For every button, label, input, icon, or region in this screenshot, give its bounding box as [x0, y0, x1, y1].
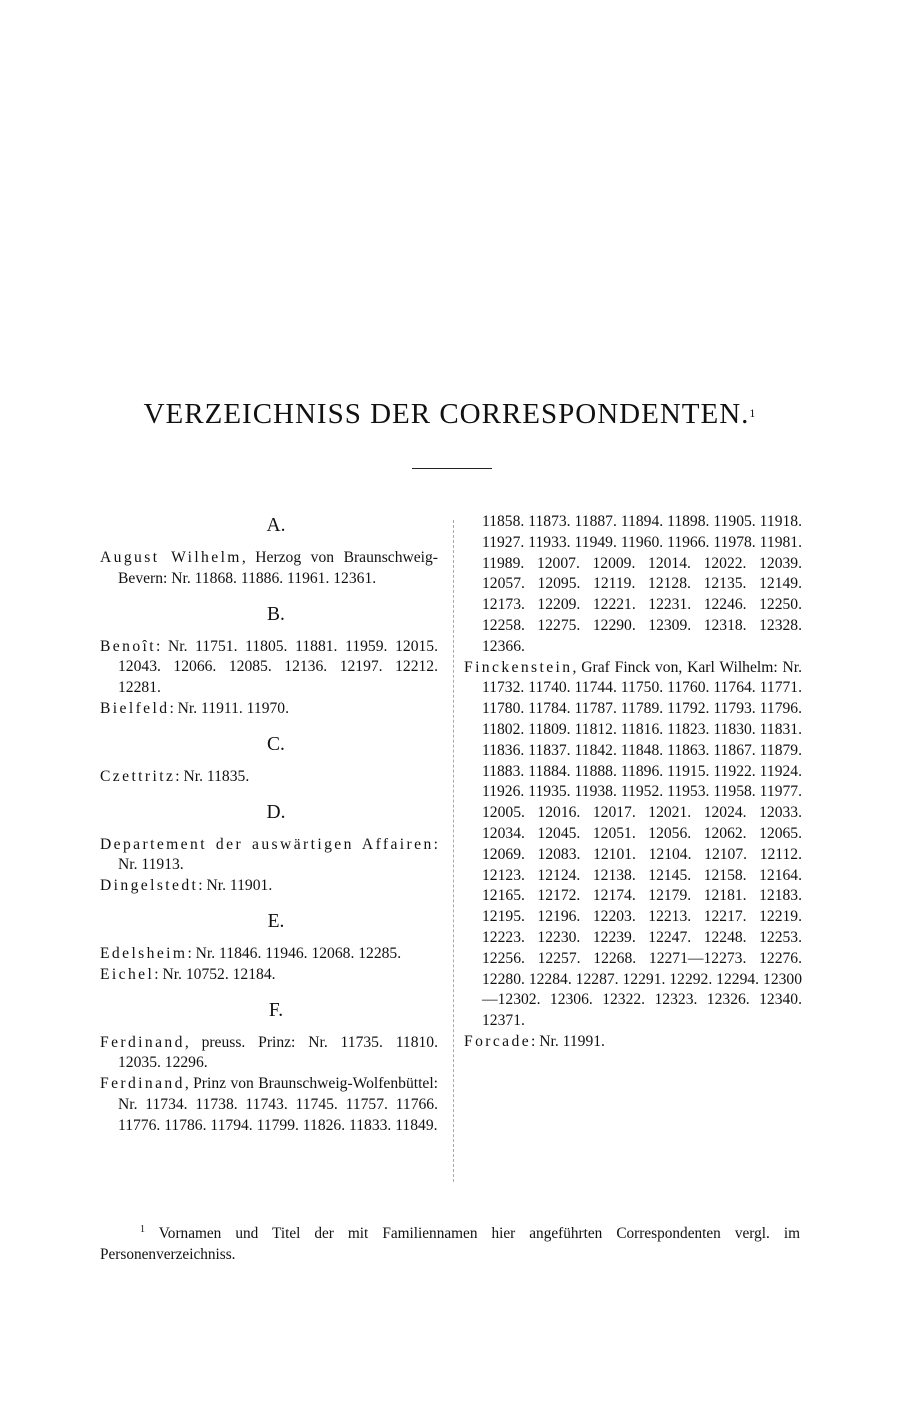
entry-references: : Nr. 11846. 11946. 12068. 12285. — [187, 944, 402, 962]
index-entry — [464, 658, 802, 1032]
entry-references: : Nr. 11913. — [118, 835, 438, 874]
right-column — [464, 512, 802, 1053]
entry-references: : Nr. 11835. — [175, 767, 250, 785]
index-entry — [100, 1033, 438, 1075]
index-entry — [100, 637, 438, 699]
index-entry — [100, 944, 438, 965]
index-entry — [100, 1074, 438, 1136]
entry-continuation: 11858. 11873. 11887. 11894. 11898. 11905. 11918. 11927. 11933. 11949. 11960. 11966. 11978. 11981. 11989. 12007. 12009. 12014. 12022. 12039. 12057. 12095. 12119. 12128. 12135. 12149. 12173. 12209. 12221. 12231. 12246. 12250. 12258. 12275. 12290. 12309. 12318. 12328. 12366. — [482, 513, 802, 655]
entry-references: , Graf Finck von, Karl Wilhelm: Nr. 11732. 11740. 11744. 11750. 11760. 11764. 11771. 11780. 11784. 11787. 11789. 11792. 11793. 11796. 11802. 11809. 11812. 11816. 11823. 11830. 11831. 11836. 11837. 11842. 11848. 11863. 11867. 11879. 11883. 11884. 11888. 11896. 11915. 11922. 11924. 11926. 11935. 11938. 11952. 11953. 11958. 11977. 12005. 12016. 12017. 12021. 12024. 12033. 12034. 12045. 12051. 12056. 12062. 12065. 12069. 12083. 12101. 12104. 12107. 12112. 12123. 12124. 12138. 12145. 12158. 12164. 12165. 12172. 12174. 12179. 12181. 12183. 12195. 12196. 12203. 12213. 12217. 12219. 12223. 12230. 12239. 12247. 12248. 12253. 12256. 12257. 12268. 12271—12273. 12276. 12280. 12284. 12287. 12291. 12292. 12294. 12300—12302. 12306. 12322. 12323. 12326. 12340. 12371. — [482, 658, 802, 1030]
index-entry — [100, 835, 438, 877]
title-rule — [412, 468, 492, 469]
section-letter-b: B. — [267, 603, 285, 625]
correspondent-name: Eichel — [100, 965, 155, 983]
entry-references: : Nr. 11751. 11805. 11881. 11959. 12015. 12043. 12066. 12085. 12136. 12197. 12212. 12281. — [118, 637, 438, 697]
correspondent-name: Ferdinand — [100, 1033, 185, 1051]
section-letter-d: D. — [266, 801, 286, 823]
column-divider — [453, 520, 454, 1182]
entry-references: , Prinz von Braunschweig-Wolfenbüttel: Nr. 11734. 11738. 11743. 11745. 11757. 11766. 11776. 11786. 11794. 11799. 11826. 11833. 11849. — [118, 1075, 438, 1134]
correspondent-name: Edelsheim — [100, 944, 188, 962]
correspondent-name: Departement der auswärtigen Affairen — [100, 835, 434, 853]
entry-references: : Nr. 10752. 12184. — [154, 965, 276, 983]
index-entry — [100, 548, 438, 590]
correspondent-name: Dingelstedt — [100, 877, 199, 895]
entry-references: : Nr. 11911. 11970. — [169, 699, 289, 717]
section-letter-e: E. — [267, 910, 285, 932]
correspondent-name: Ferdinand — [100, 1075, 185, 1093]
index-entry — [100, 767, 438, 788]
title-footnote-mark: 1 — [749, 406, 757, 420]
index-entry — [100, 965, 438, 986]
entry-references: : Nr. 11991. — [531, 1032, 605, 1050]
section-letter-a: A. — [266, 515, 286, 536]
index-entry — [100, 699, 438, 720]
section-letter-c: C. — [267, 733, 285, 755]
correspondent-name: Forcade — [464, 1032, 532, 1050]
correspondent-name: Benoît — [100, 637, 156, 655]
index-entry — [100, 876, 438, 897]
entry-references: , Herzog von Braunschweig-Bevern: Nr. 11868. 11886. 11961. 12361. — [118, 549, 438, 587]
entry-references: , preuss. Prinz: Nr. 11735. 11810. 12035. 12296. — [118, 1033, 438, 1072]
section-letter-f: F. — [268, 999, 284, 1021]
correspondent-name: Czettritz — [100, 767, 176, 785]
footnote — [100, 1220, 800, 1265]
correspondent-name: Finckenstein — [464, 658, 573, 676]
correspondent-name: Bielfeld — [100, 699, 170, 717]
footnote-mark: 1 — [140, 1224, 145, 1235]
entry-references: : Nr. 11901. — [198, 877, 273, 895]
left-column — [100, 512, 438, 1137]
page-title: VERZEICHNISS DER CORRESPONDENTEN.$^1$ — [143, 398, 757, 430]
correspondent-name: August Wilhelm — [100, 549, 242, 566]
footnote-text: Vornamen und Titel der mit Familiennamen hier angeführten Correspondenten vergl. im Personenverzeichniss. — [100, 1225, 800, 1263]
index-entry — [464, 1032, 802, 1053]
